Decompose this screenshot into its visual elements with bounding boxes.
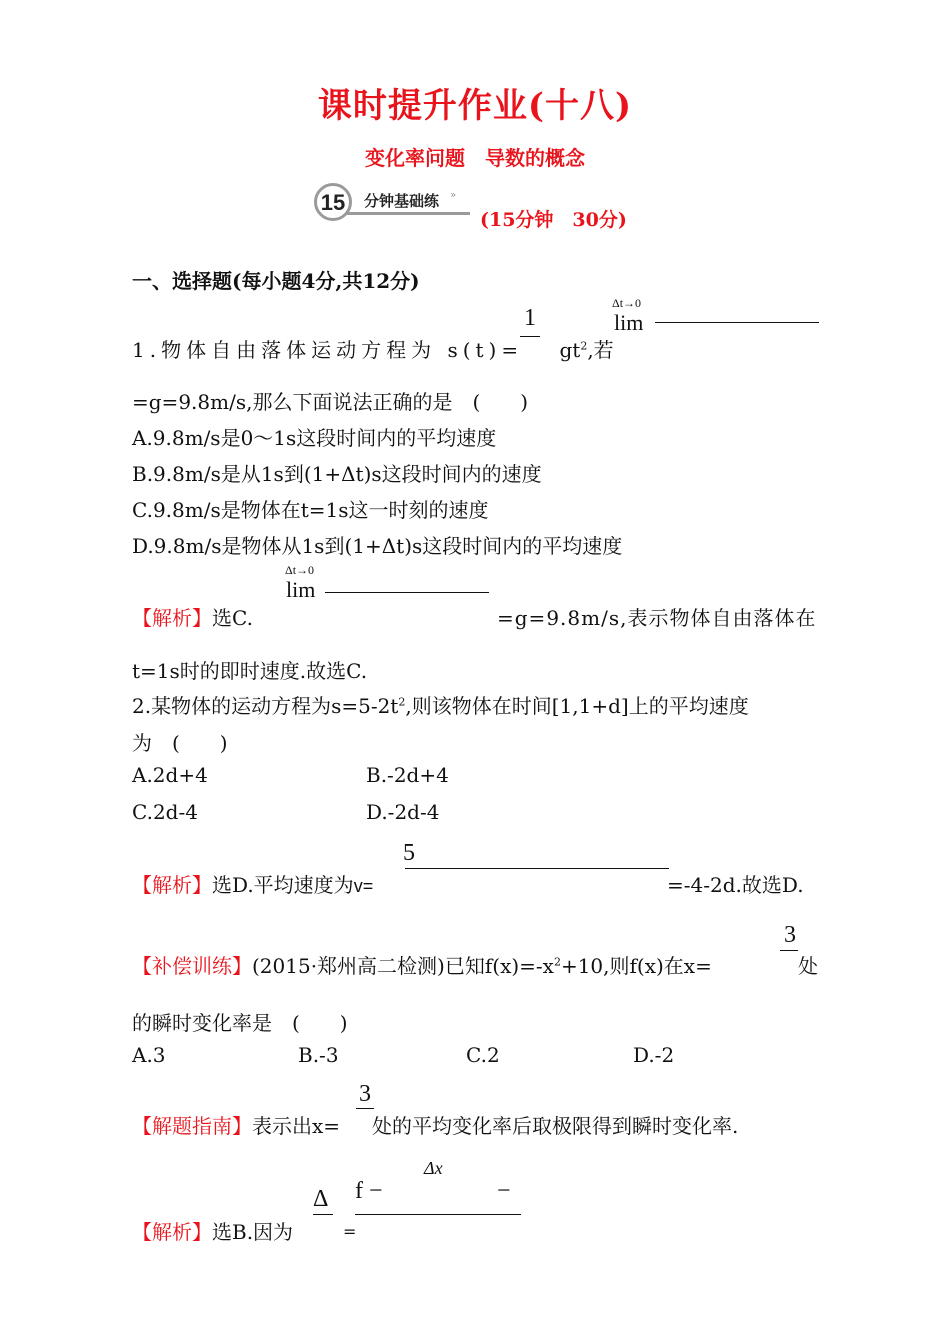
- supp-option-c: C.2: [466, 1043, 500, 1067]
- q1-option-b: B.9.8m/s是从1s到(1+Δt)s这段时间内的速度: [132, 462, 542, 486]
- q1-text-a: 1.物体自由落体运动方程为 s(t)=: [132, 338, 524, 362]
- badge-label: 分钟基础练: [364, 193, 440, 210]
- q1-text-b: gt: [553, 338, 581, 362]
- guide-b: 处的平均变化率后取极限得到瞬时变化率.: [372, 1114, 739, 1138]
- supp-minus: −: [497, 1178, 511, 1204]
- q1-sup: 2: [580, 339, 588, 353]
- q2-stem-line2: 为 ( ): [132, 731, 228, 755]
- supp-option-b: B.-3: [298, 1043, 339, 1067]
- q2-answer-b: =-4-2d.故选D.: [667, 873, 804, 897]
- supp-dx: Δx: [424, 1158, 443, 1178]
- q1-stem-line2: =g=9.8m/s,那么下面说法正确的是 ( ): [132, 390, 529, 414]
- supp-answer-line: [132, 1216, 293, 1245]
- q2-answer-line: [132, 869, 373, 898]
- supp-option-a: A.3: [132, 1043, 166, 1067]
- time-note: (15分钟 30分): [480, 209, 627, 231]
- guide-frac-num: 3: [359, 1081, 371, 1107]
- q1-text-c: ,若: [587, 338, 614, 362]
- supp-text-c: 处: [798, 954, 818, 978]
- supp-tag: 【补偿训练】: [132, 954, 252, 978]
- timer-badge: [314, 183, 474, 221]
- q1-answer-line2: t=1s时的即时速度.故选C.: [132, 659, 368, 683]
- page-title: 课时提升作业(十八): [317, 86, 633, 126]
- q2-answer-tag: 【解析】: [132, 873, 212, 897]
- q1-lim-fraction-bar: [655, 322, 819, 323]
- guide-a: 表示出x=: [252, 1114, 341, 1138]
- guide-frac-bar: [356, 1108, 374, 1109]
- q2-text-a: 2.某物体的运动方程为s=5-2t: [132, 694, 399, 718]
- q1-frac-num: 1: [524, 305, 536, 331]
- q1-option-a: A.9.8m/s是0～1s这段时间内的平均速度: [132, 426, 497, 450]
- q2-frac-num: 5: [403, 840, 415, 866]
- q2-option-a: A.2d+4: [132, 763, 208, 787]
- q1-option-d: D.9.8m/s是物体从1s到(1+Δt)s这段时间内的平均速度: [132, 534, 623, 558]
- supp-frac-main-bar: [355, 1214, 521, 1215]
- supp-frac-bar: [780, 950, 798, 951]
- supp-sup: 2: [553, 955, 561, 969]
- q1-answer-b: =g=9.8m/s,表示物体自由落体在: [497, 606, 817, 630]
- supp-text-b: +10,则f(x)在x=: [560, 954, 712, 978]
- q1-answer-a: 选C.: [212, 606, 253, 630]
- q1-answer-lim: lim: [286, 577, 316, 602]
- q2-option-c: C.2d-4: [132, 800, 198, 824]
- section-heading: 一、选择题(每小题4分,共12分): [132, 269, 420, 293]
- q2-frac-bar: [405, 868, 669, 869]
- supp-stem-line1: [132, 950, 712, 979]
- q2-text-b: ,则该物体在时间[1,1+d]上的平均速度: [405, 694, 749, 718]
- supp-answer-tag: 【解析】: [132, 1220, 212, 1244]
- q2-option-b: B.-2d+4: [366, 763, 449, 787]
- guide-line: [132, 1110, 340, 1139]
- supp-f-text: f −: [355, 1178, 383, 1204]
- supp-delta-bar: [313, 1214, 333, 1215]
- q1-lim: lim: [614, 310, 644, 335]
- q2-answer-v: v=: [353, 876, 374, 896]
- q2-stem-line1: [132, 690, 749, 719]
- supp-delta: Δ: [313, 1186, 329, 1212]
- q1-answer-line1: [132, 602, 253, 631]
- supp-text-a: (2015·郑州高二检测)已知f(x)=-x: [252, 954, 554, 978]
- q1-frac-bar: [520, 336, 540, 337]
- q1-option-c: C.9.8m/s是物体在t=1s这一时刻的速度: [132, 498, 489, 522]
- q1-stem-line1: [132, 334, 614, 363]
- q1-answer-fraction-bar: [325, 592, 489, 593]
- supp-eq: =: [343, 1222, 357, 1241]
- guide-tag: 【解题指南】: [132, 1114, 252, 1138]
- q1-answer-lim-sub: Δt→0: [285, 563, 315, 577]
- q1-lim-sub: Δt→0: [612, 296, 642, 310]
- supp-frac-num: 3: [784, 922, 796, 948]
- q1-answer-tag: 【解析】: [132, 606, 212, 630]
- page-subtitle: 变化率问题 导数的概念: [365, 146, 585, 170]
- supp-stem-line2: 的瞬时变化率是 ( ): [132, 1011, 348, 1035]
- supp-answer-a: 选B.因为: [212, 1220, 294, 1244]
- badge-number: 15: [314, 183, 352, 221]
- supp-option-d: D.-2: [633, 1043, 675, 1067]
- double-chevron-icon: »: [450, 190, 457, 201]
- q2-option-d: D.-2d-4: [366, 800, 440, 824]
- q2-answer-a: 选D.平均速度为: [212, 873, 354, 897]
- q2-sup: 2: [398, 695, 406, 709]
